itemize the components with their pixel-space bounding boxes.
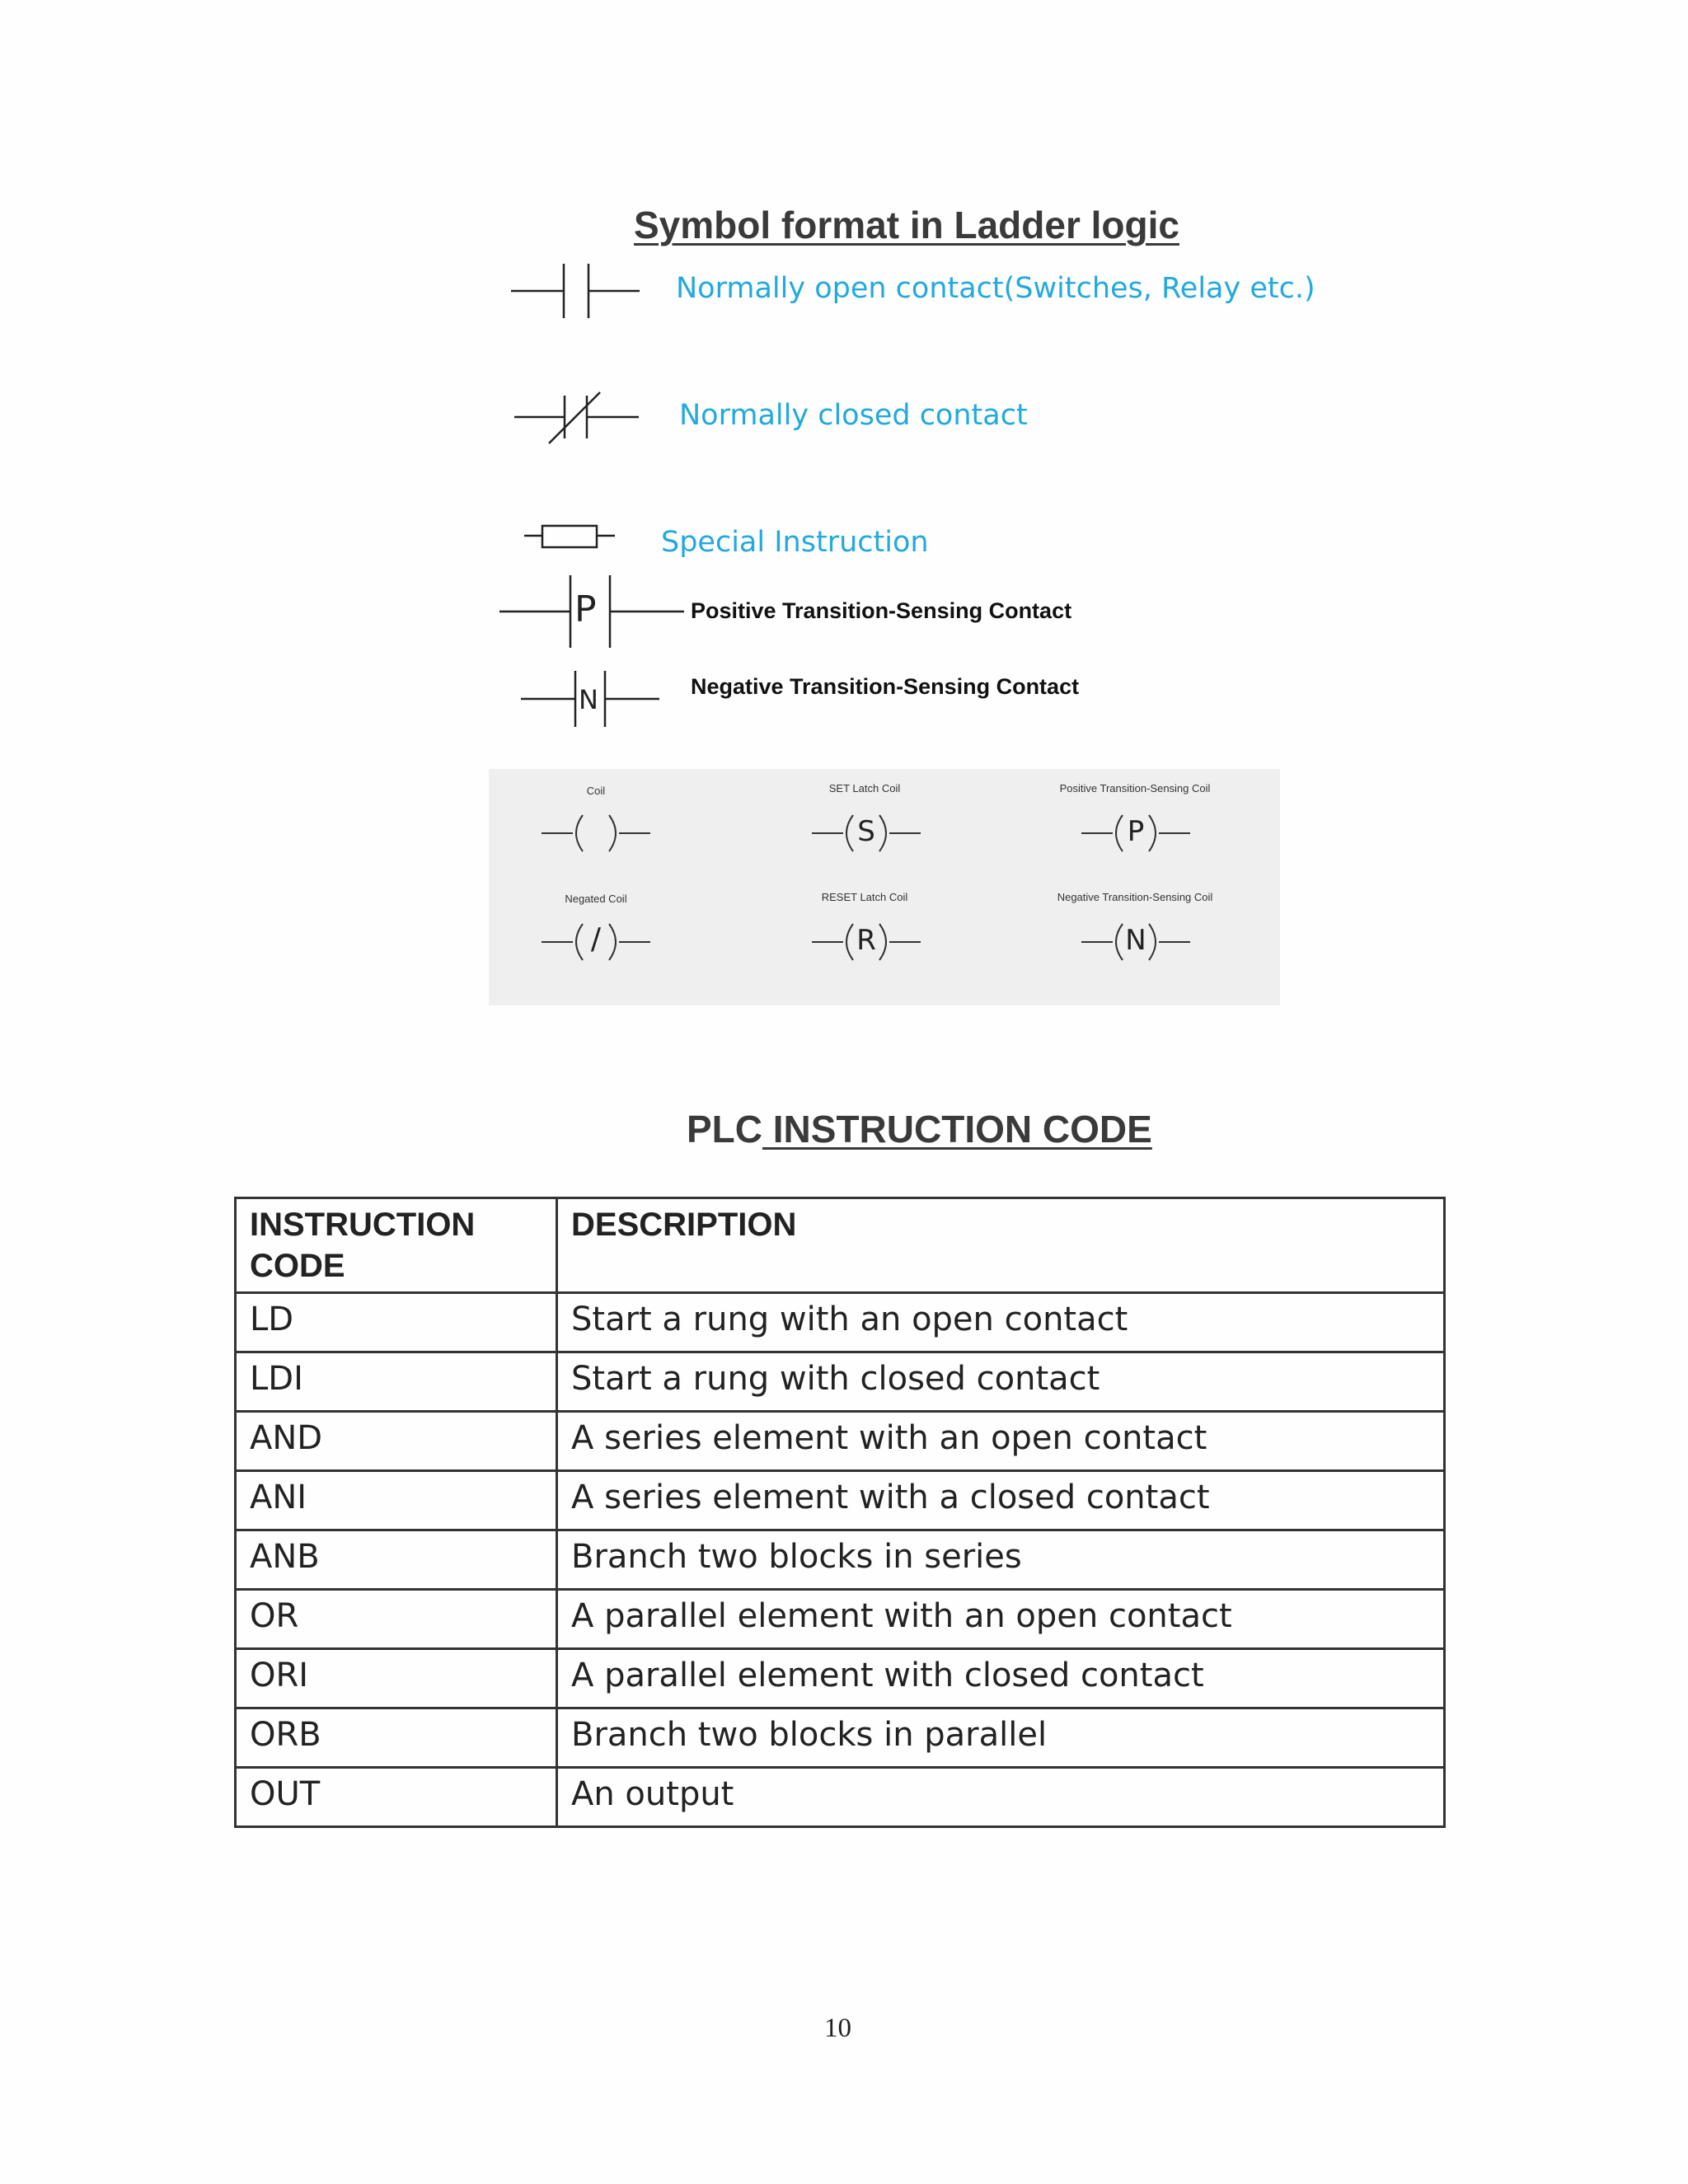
reset-latch-coil-caption: RESET Latch Coil — [821, 891, 908, 903]
negated-coil-caption: Negated Coil — [565, 893, 627, 905]
coil-icon — [540, 808, 652, 858]
code-cell: ANI — [236, 1471, 557, 1530]
set-latch-coil-caption: SET Latch Coil — [828, 782, 901, 794]
description-cell: A series element with an open contact — [557, 1412, 1445, 1471]
description-cell: Start a rung with an open contact — [557, 1293, 1445, 1352]
table-title — [687, 1107, 1152, 1151]
negated-coil-glyph: / — [590, 922, 602, 956]
positive-transition-coil-glyph: P — [1127, 815, 1145, 848]
code-cell: OUT — [236, 1768, 557, 1827]
coil-symbols-panel — [489, 769, 1280, 1005]
code-cell: ORB — [236, 1708, 557, 1768]
table-row — [236, 1293, 1445, 1352]
code-cell: OR — [236, 1590, 557, 1649]
table-row — [236, 1768, 1445, 1827]
normally-closed-label: Normally closed contact — [679, 399, 1028, 432]
header-instruction-code: INSTRUCTION CODE — [236, 1198, 557, 1293]
instruction-code-table — [234, 1197, 1446, 1828]
positive-transition-letter: P — [574, 588, 597, 630]
table-row — [236, 1352, 1445, 1412]
special-instruction-icon — [523, 523, 617, 552]
positive-transition-coil-caption: Positive Transition-Sensing Coil — [1059, 782, 1211, 794]
code-cell: LD — [236, 1293, 557, 1352]
negative-transition-coil-caption: Negative Transition-Sensing Coil — [1057, 891, 1213, 903]
table-header-row — [236, 1198, 1445, 1293]
description-cell: A series element with a closed contact — [557, 1471, 1445, 1530]
reset-latch-coil-glyph: R — [856, 924, 876, 957]
coil-caption: Coil — [586, 785, 606, 797]
description-cell: Branch two blocks in series — [557, 1530, 1445, 1590]
special-instruction-label: Special Instruction — [661, 526, 929, 559]
negative-transition-letter: N — [579, 684, 598, 715]
header-description: DESCRIPTION — [557, 1198, 1445, 1293]
normally-open-contact-icon — [509, 262, 641, 320]
code-cell: LDI — [236, 1352, 557, 1412]
code-cell: ORI — [236, 1649, 557, 1708]
normally-open-label: Normally open contact(Switches, Relay etc.) — [676, 272, 1315, 305]
table-row — [236, 1649, 1445, 1708]
code-cell: AND — [236, 1412, 557, 1471]
positive-transition-label: Positive Transition-Sensing Contact — [691, 598, 1072, 623]
table-row — [236, 1530, 1445, 1590]
page-number: 10 — [824, 2013, 851, 2043]
table-row — [236, 1412, 1445, 1471]
table-title-main: INSTRUCTION CODE — [762, 1108, 1152, 1151]
code-cell: ANB — [236, 1530, 557, 1590]
normally-closed-contact-icon — [513, 392, 640, 450]
table-row — [236, 1471, 1445, 1530]
description-cell: A parallel element with an open contact — [557, 1590, 1445, 1649]
negative-transition-coil-glyph: N — [1125, 924, 1146, 957]
table-title-prefix: PLC — [687, 1108, 762, 1151]
negative-transition-label: Negative Transition-Sensing Contact — [691, 674, 1080, 699]
description-cell: A parallel element with closed contact — [557, 1649, 1445, 1708]
section-title: Symbol format in Ladder logic — [634, 204, 1179, 246]
description-cell: Branch two blocks in parallel — [557, 1708, 1445, 1768]
table-row — [236, 1708, 1445, 1768]
set-latch-coil-glyph: S — [857, 815, 875, 848]
description-cell: Start a rung with closed contact — [557, 1352, 1445, 1412]
table-row — [236, 1590, 1445, 1649]
description-cell: An output — [557, 1768, 1445, 1827]
